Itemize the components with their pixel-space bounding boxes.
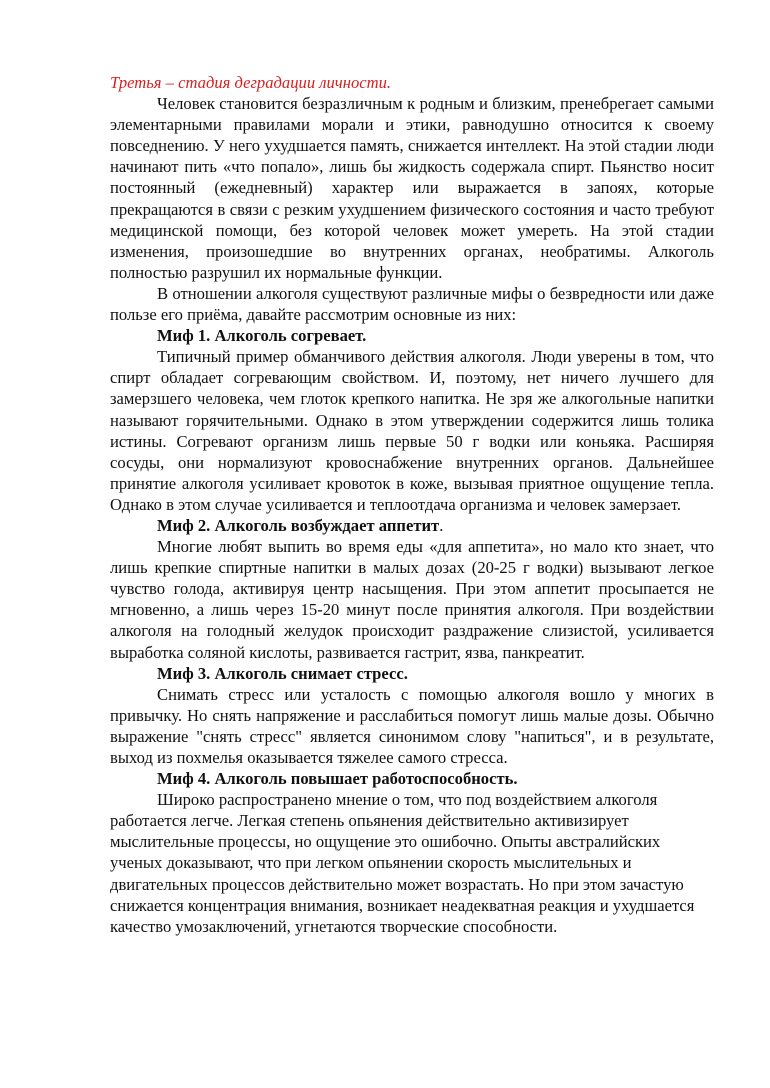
myth-2-text: Многие любят выпить во время еды «для аппетита», но мало кто знает, что лишь крепкие спиртные напитки в малых дозах (20-25 г водки) вызывают легкое чувство голода, активируя центр насыщения. При этом аппетит просыпается не мгновенно, а лишь через 15-20 минут после принятия алкоголя. При воздействии алкоголя на голодный желудок происходит раздражение слизистой, усиливается выработка соляной кислоты, развивается гастрит, язва, панкреатит.: [110, 537, 714, 662]
myth-4-title: Миф 4. Алкоголь повышает работоспособность.: [157, 769, 518, 789]
paragraph-myths-intro: В отношении алкоголя существуют различные мифы о безвредности или даже пользе его приёма, давайте рассмотрим основные из них:: [110, 283, 714, 325]
document-page: [110, 72, 714, 937]
myth-3-title: Миф 3. Алкоголь снимает стресс.: [157, 663, 408, 683]
myth-3-text: Снимать стресс или усталость с помощью алкоголя вошло у многих в привычку. Но снять напряжение и расслабиться помогут лишь малые дозы. Обычно выражение "снять стресс" является синонимом слову "напиться", и в результате, выход из похмелья оказывается тяжелее самого стресса.: [110, 684, 714, 767]
myth-1-title: Миф 1. Алкоголь согревает.: [157, 326, 367, 346]
myth-1-text: Типичный пример обманчивого действия алкоголя. Люди уверены в том, что спирт обладает согревающим свойством. И, поэтому, нет ничего лучшего для замерзшего человека, чем глоток крепкого напитка. Не зря же алкогольные напитки называют горячительными. Однако в этом утверждении содержится лишь толика истины. Согревают организм лишь первые 50 г водки или коньяка. Расширяя сосуды, они нормализуют кровоснабжение внутренних органов. Дальнейшее принятие алкоголя усиливает кровоток в коже, вызывая приятное ощущение тепла. Однако в этом случае усиливается и теплоотдача организма и человек замерзает.: [110, 347, 714, 514]
myth-2-title: Миф 2. Алкоголь возбуждает аппетит.: [157, 515, 444, 535]
myth-2-title-text: Миф 2. Алкоголь возбуждает аппетит: [157, 515, 440, 535]
myth-4-text: Широко распространено мнение о том, что под воздействием алкоголя работается легче. Легкая степень опьянения действительно активизирует мыслительные процессы, но ощущение это ошибочно. Опыты австралийских ученых доказывают, что при легком опьянении скорость мыслительных и двигательных процессов действительно может возрастать. Но при этом зачастую снижается концентрация внимания, возникает неадекватная реакция и ухудшается качество умозаключений, угнетаются творческие способности.: [110, 790, 695, 936]
section-heading: Третья – стадия деградации личности.: [110, 73, 392, 92]
paragraph-stage-description: Человек становится безразличным к родным и близким, пренебрегает самыми элементарными правилами морали и этики, равнодушно относится к своему повседнению. У него ухудшается память, снижается интеллект. На этой стадии люди начинают пить «что попало», лишь бы жидкость содержала спирт. Пьянство носит постоянный (ежедневный) характер или выражается в запоях, которые прекращаются в связи с резким ухудшением физического состояния и часто требуют медицинской помощи, без которой человек может умереть. На этой стадии изменения, произошедшие во внутренних органах, необратимы. Алкоголь полностью разрушил их нормальные функции.: [110, 94, 714, 282]
